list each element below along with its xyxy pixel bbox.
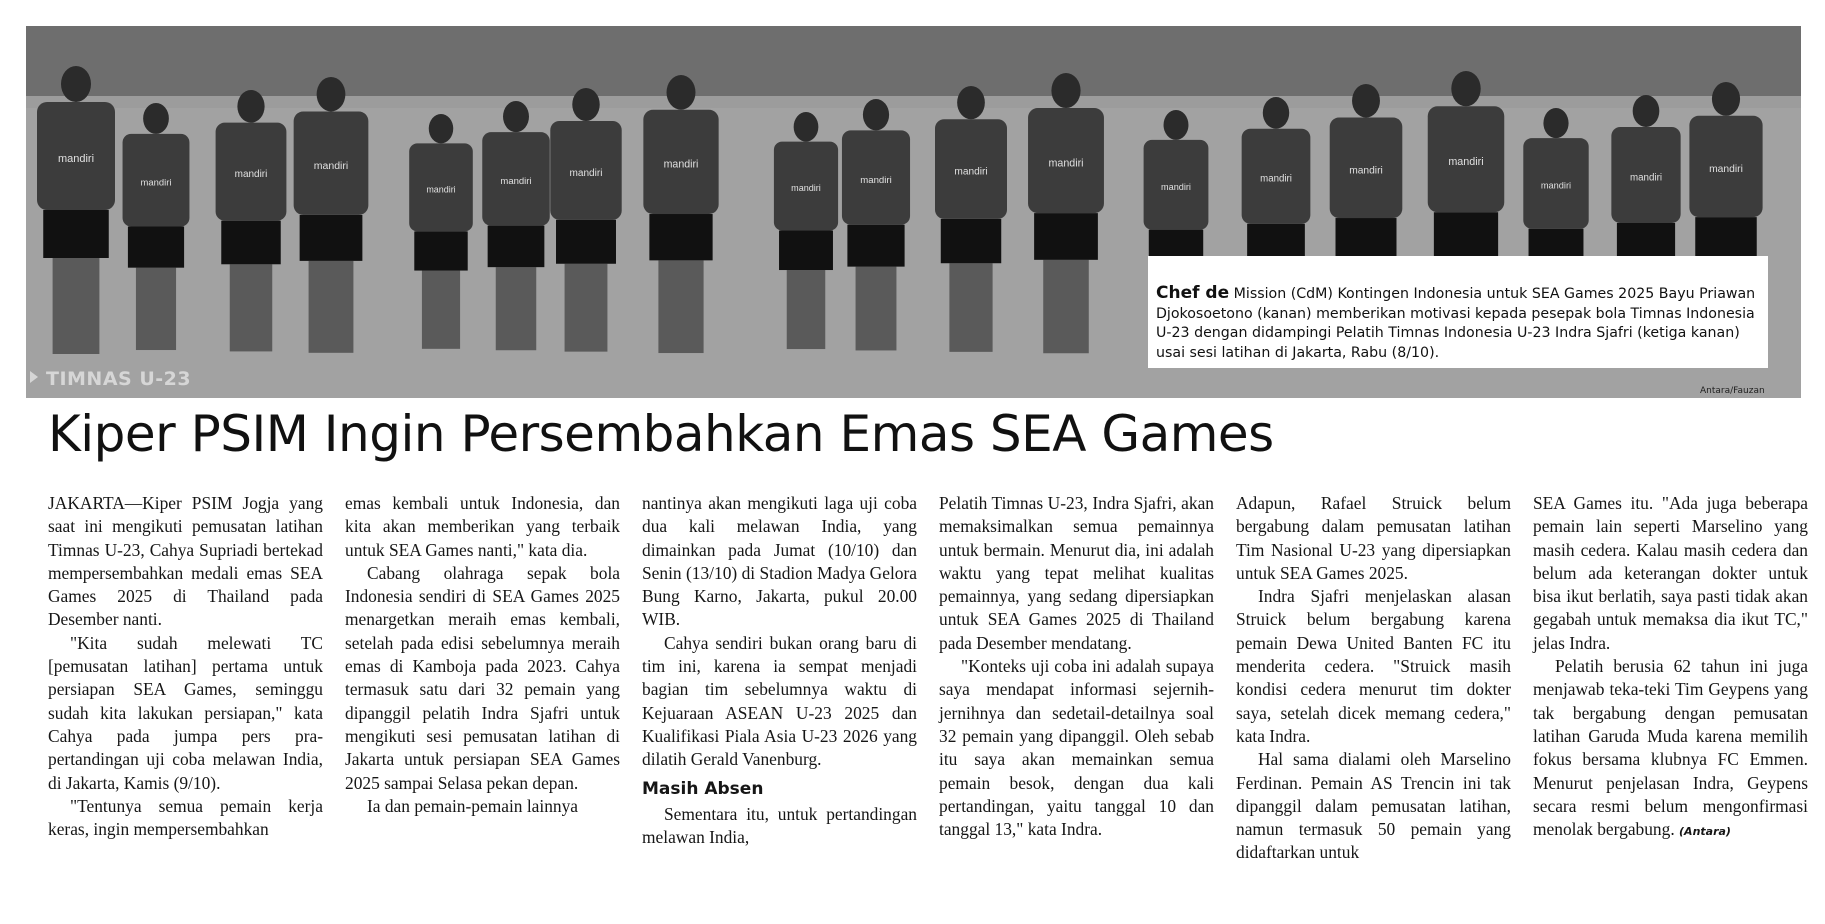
- jersey-sponsor-text: mandiri: [313, 159, 349, 172]
- paragraph: Indra Sjafri menjelaskan alasan Struick belum bergabung karena pemain Dewa United Banten FC itu menderita cedera. "Struick masih kondisi cedera menurut tim dokter saya, setelah dicek memang cedera," kata Indra.: [1236, 586, 1511, 746]
- jersey-sponsor-text: mandiri: [1629, 172, 1663, 184]
- paragraph: "Kita sudah melewati TC [pemusatan latihan] pertama untuk persiapan SEA Games, seminggu sudah kita lakukan persiapan," kata Cahya pada jumpa pers pra-pertandingan uji coba melawan India, di Jakarta, Kamis (9/10).: [48, 632, 323, 793]
- photo-credit: Antara/Fauzan: [1700, 386, 1765, 396]
- caption-lead: Chef de: [1156, 283, 1230, 303]
- jersey-sponsor-text: mandiri: [1540, 180, 1572, 191]
- jersey-sponsor-text: mandiri: [57, 153, 95, 165]
- paragraph: Sementara itu, untuk pertandingan melawan India,: [642, 803, 917, 848]
- paragraph: [1533, 655, 1808, 843]
- article-subhead: Masih Absen: [642, 778, 764, 799]
- photo-caption: [1156, 284, 1764, 363]
- article-column-3: [642, 492, 917, 912]
- jersey-sponsor-text: mandiri: [1349, 165, 1383, 177]
- paragraph: Cahya sendiri bukan orang baru di tim ini, karena ia sempat menjadi bagian tim sebelumnya waktu di Kejuaraan ASEAN U-23 2025 dan Kualifikasi Piala Asia U-23 2026 yang dilatih Gerald Vanenburg.: [642, 632, 917, 770]
- section-kicker: [30, 368, 191, 390]
- paragraph: "Konteks uji coba ini adalah supaya saya mendapat informasi sejernih-jernihnya dan sedetail-detailnya soal 32 pemain yang dipanggil. Oleh sebab itu saya akan memainkan semua pemain besok, dengan dua kali pertandingan, yaitu tanggal 10 dan tanggal 13," kata Indra.: [939, 656, 1214, 840]
- paragraph: "Tentunya semua pemain kerja keras, ingin mempersembahkan: [48, 795, 323, 840]
- paragraph: JAKARTA—Kiper PSIM Jogja yang saat ini mengikuti pemusatan latihan Timnas U-23, Cahya Supriadi bertekad mempersembahkan medali emas SEA Games 2025 di Thailand pada Desember nanti.: [48, 493, 323, 630]
- article-column-2: [345, 492, 620, 912]
- jersey-sponsor-text: mandiri: [1448, 156, 1484, 169]
- jersey-sponsor-text: mandiri: [1161, 181, 1191, 192]
- jersey-sponsor-text: mandiri: [1260, 173, 1292, 185]
- jersey-sponsor-text: mandiri: [860, 174, 892, 186]
- jersey-sponsor-text: mandiri: [500, 176, 532, 188]
- paragraph: nantinya akan mengikuti laga uji coba dua kali melawan India, yang dimainkan pada Jumat (10/10) dan Senin (13/10) di Stadion Madya Gelora Bung Karno, Jakarta, pukul 20.00 WIB.: [642, 493, 917, 630]
- jersey-sponsor-text: mandiri: [663, 158, 699, 171]
- kicker-arrow-icon: [30, 371, 38, 383]
- article-column-4: [939, 492, 1214, 912]
- caption-text: Mission (CdM) Kontingen Indonesia untuk SEA Games 2025 Bayu Priawan Djokosoetono (kanan) memberikan motivasi kepada pesepak bola Timnas Indonesia U-23 dengan didampingi Pelatih Timnas Indonesia U-23 Indra Sjafri (ketiga kanan) usai sesi latihan di Jakarta, Rabu (8/10).: [1156, 286, 1756, 361]
- article-column-6: [1533, 492, 1808, 912]
- article-body: [48, 492, 1808, 912]
- fence-line: [26, 96, 1801, 108]
- trees-background: [26, 26, 1801, 101]
- jersey-sponsor-text: mandiri: [234, 169, 268, 181]
- kicker-label: TIMNAS U-23: [46, 368, 192, 390]
- jersey-sponsor-text: mandiri: [140, 176, 172, 188]
- article-column-5: [1236, 492, 1511, 912]
- paragraph: Pelatih Timnas U-23, Indra Sjafri, akan memaksimalkan semua pemainnya untuk bermain. Menurut dia, ini adalah waktu yang tepat melihat kualitas pemainnya, yang sedang dipersiapkan untuk SEA Games 2025 di Thailand pada Desember mendatang.: [939, 493, 1214, 653]
- paragraph-text: Pelatih berusia 62 tahun ini juga menjawab teka-teki Tim Geypens yang tak bergabung dengan pemusatan latihan Garuda Muda karena memilih fokus bersama klubnya FC Emmen. Menurut penjelasan Indra, Geypens secara resmi belum mengonfirmasi menolak bergabung.: [1533, 656, 1808, 840]
- article-column-1: [48, 492, 323, 912]
- signoff: (Antara): [1679, 825, 1731, 839]
- paragraph: Hal sama dialami oleh Marselino Ferdinan. Pemain AS Trencin ini tak dipanggil dalam pemusatan latihan, namun termasuk 50 pemain yang didaftarkan untuk: [1236, 749, 1511, 863]
- paragraph: Ia dan pemain-pemain lainnya: [367, 795, 579, 816]
- jersey-sponsor-text: mandiri: [1048, 157, 1084, 170]
- jersey-sponsor-text: mandiri: [426, 184, 456, 195]
- jersey-sponsor-text: mandiri: [1709, 164, 1743, 176]
- jersey-sponsor-text: mandiri: [791, 183, 821, 194]
- jersey-sponsor-text: mandiri: [954, 166, 988, 178]
- article-headline: Kiper PSIM Ingin Persembahkan Emas SEA Games: [48, 405, 1274, 463]
- paragraph: Cabang olahraga sepak bola Indonesia sendiri di SEA Games 2025 menargetkan meraih emas kembali, setelah pada edisi sebelumnya meraih emas di Kamboja pada 2023. Cahya termasuk satu dari 32 pemain yang dipanggil pelatih Indra Sjafri untuk mengikuti sesi pemusatan latihan di Jakarta untuk persiapan SEA Games 2025 sampai Selasa pekan depan.: [345, 562, 620, 793]
- paragraph: SEA Games itu. "Ada juga beberapa pemain lain seperti Marselino yang masih cedera. Kalau masih cedera dan belum ada keterangan dokter untuk bisa ikut berlatih, saya pasti tidak akan gegabah untuk memaksa dia ikut TC," jelas Indra.: [1533, 493, 1808, 653]
- jersey-sponsor-text: mandiri: [569, 167, 603, 179]
- paragraph: Adapun, Rafael Struick belum bergabung dalam pemusatan latihan Tim Nasional U-23 yang dipersiapkan untuk SEA Games 2025.: [1236, 493, 1511, 583]
- paragraph: emas kembali untuk Indonesia, dan kita akan memberikan yang terbaik untuk SEA Games nanti," kata dia.: [345, 493, 620, 560]
